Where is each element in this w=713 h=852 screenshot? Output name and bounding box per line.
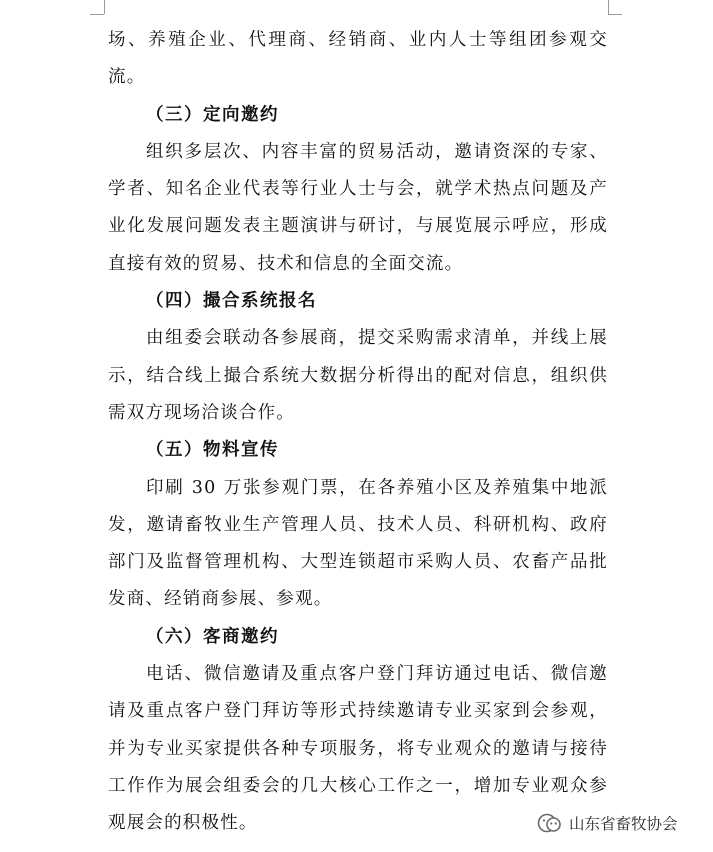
section-heading-material-promotion: （五）物料宣传 xyxy=(146,440,279,461)
watermark-text: 山东省畜牧协会 xyxy=(569,815,678,833)
document-body xyxy=(108,22,608,843)
paragraph-matchmaking-registration: 由组委会联动各参展商，提交采购需求清单，并线上展示，结合线上撮合系统大数据分析得出的配对信息，组织供需双方现场洽谈合作。 xyxy=(108,328,608,423)
paragraph-continuation: 场、养殖企业、代理商、经销商、业内人士等组团参观交流。 xyxy=(108,30,608,88)
section-heading-directed-invitation: （三）定向邀约 xyxy=(146,104,279,125)
crop-mark-top-right xyxy=(608,0,609,14)
crop-mark-top-right-horizontal xyxy=(608,14,622,15)
crop-mark-top-left xyxy=(104,0,105,14)
paragraph-buyer-invitation: 电话、微信邀请及重点客户登门拜访通过电话、微信邀请及重点客户登门拜访等形式持续邀请专业买家到会参观，并为专业买家提供各种专项服务，将专业观众的邀请与接待工作作为展会组委会的几大核心工作之一，增加专业观众参观展会的积极性。 xyxy=(108,664,608,834)
section-heading-buyer-invitation: （六）客商邀约 xyxy=(146,626,279,647)
paragraph-material-promotion: 印刷 30 万张参观门票，在各养殖小区及养殖集中地派发，邀请畜牧业生产管理人员、技术人员、科研机构、政府部门及监督管理机构、大型连锁超市采购人员、农畜产品批发商、经销商参展、参观。 xyxy=(108,477,608,610)
wechat-official-account-icon xyxy=(537,812,563,834)
wechat-watermark xyxy=(537,808,678,838)
paragraph-directed-invitation: 组织多层次、内容丰富的贸易活动，邀请资深的专家、学者、知名企业代表等行业人士与会，就学术热点问题及产业化发展问题发表主题演讲与研讨，与展览展示呼应，形成直接有效的贸易、技术和信息的全面交流。 xyxy=(108,141,608,274)
crop-mark-top-left-horizontal xyxy=(90,14,104,15)
section-heading-matchmaking-registration: （四）撮合系统报名 xyxy=(146,291,317,312)
